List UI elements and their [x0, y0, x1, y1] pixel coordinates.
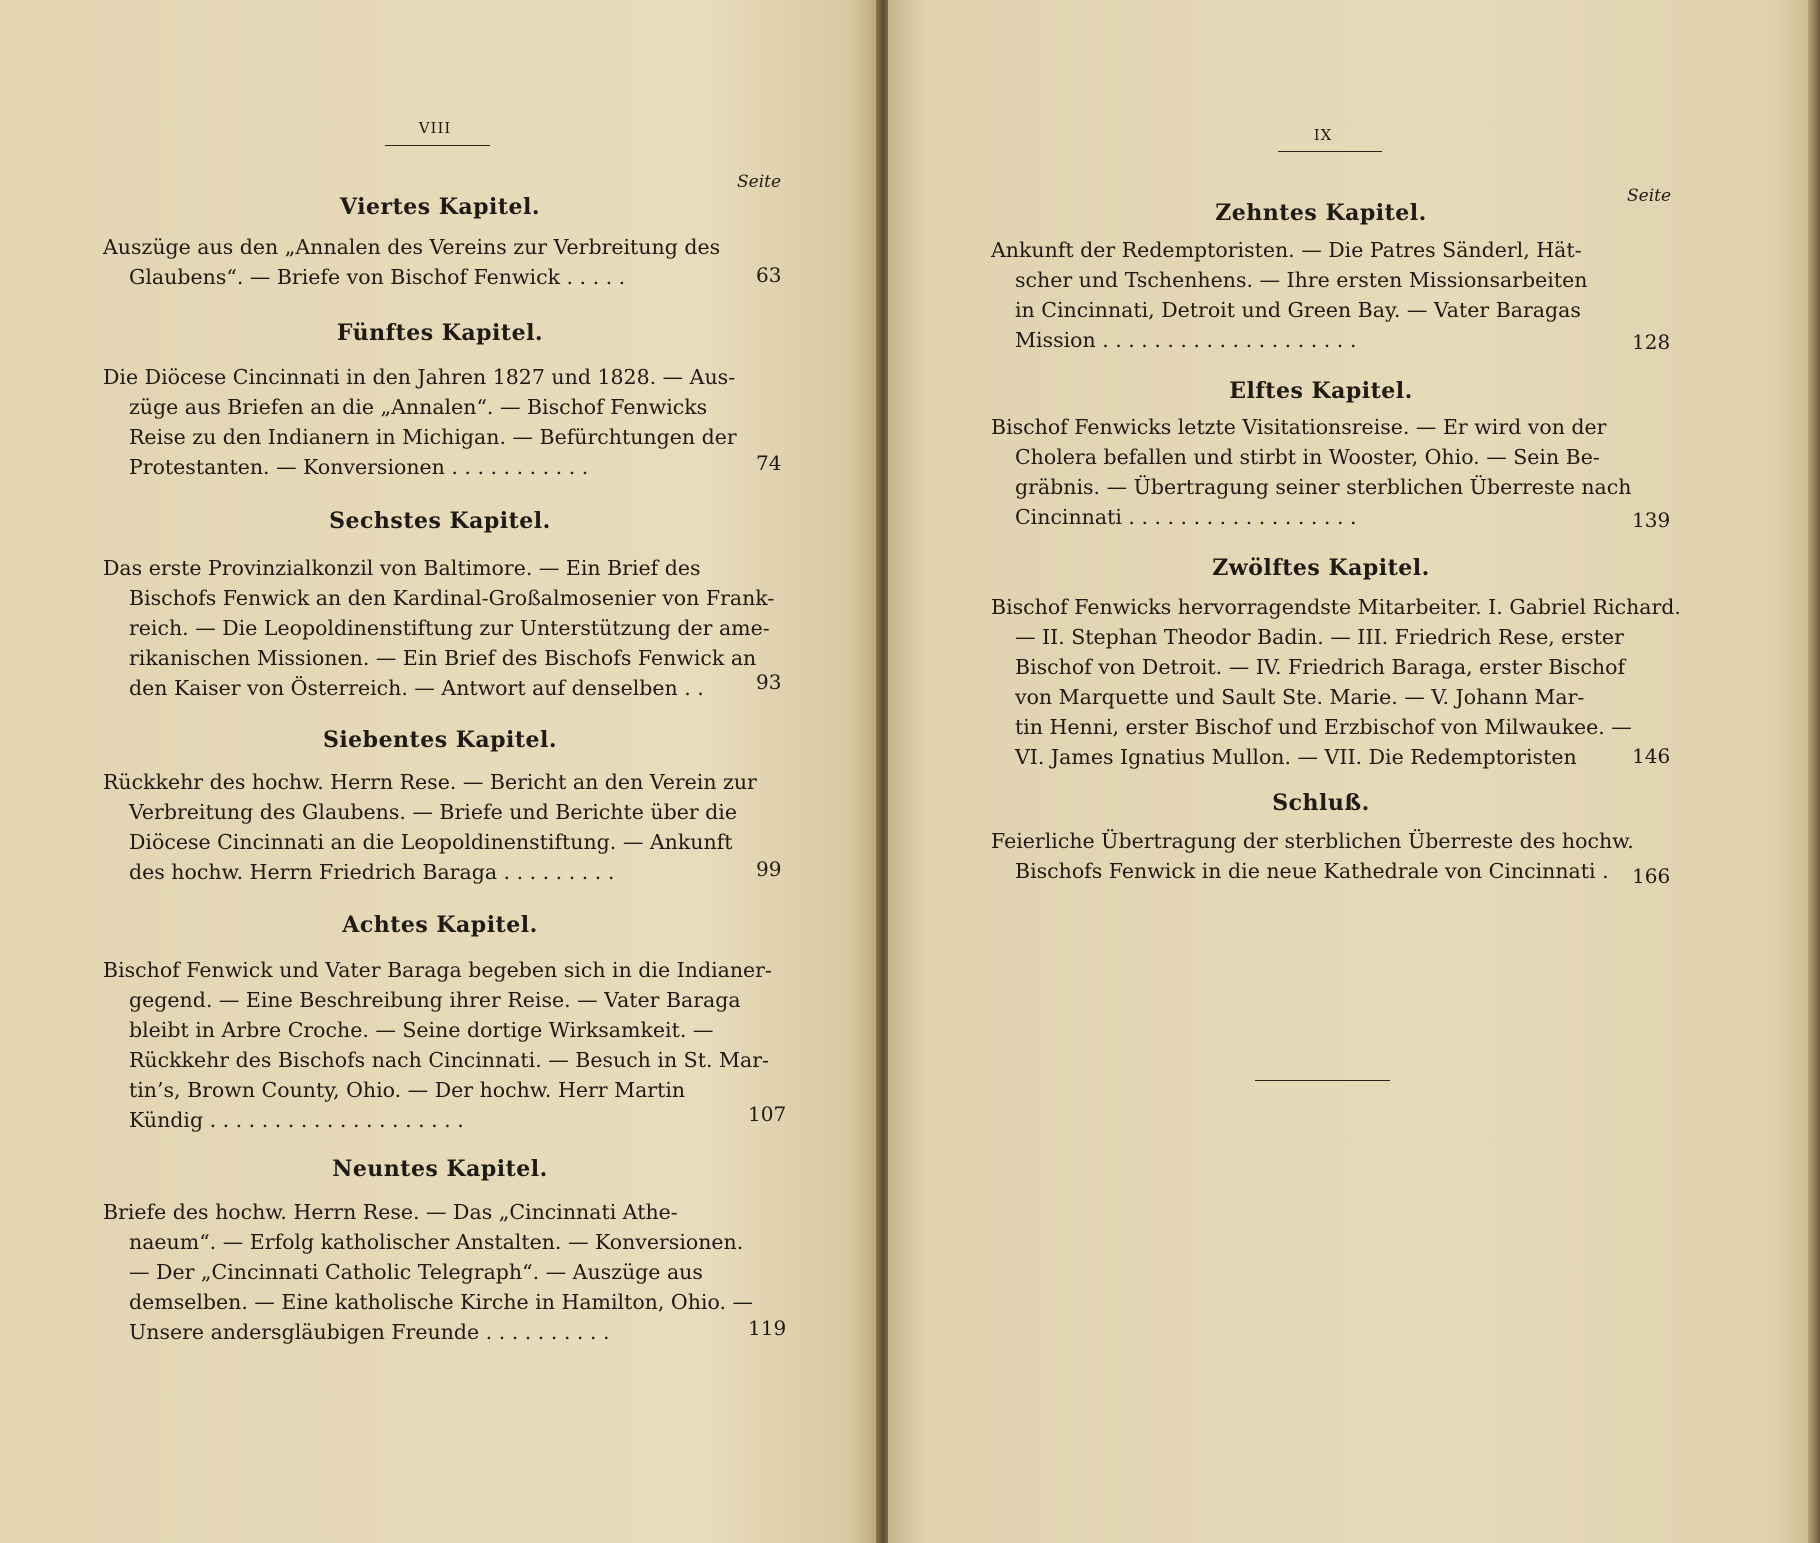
page-ref: 99 [756, 857, 782, 881]
entry-line: Feierliche Übertragung der sterblichen Überreste des hochw. [991, 829, 1634, 853]
entry-line: Rückkehr des hochw. Herrn Rese. — Bericht an den Verein zur [103, 770, 757, 794]
chapter-title: Achtes Kapitel. [342, 912, 538, 938]
entry-line: tin’s, Brown County, Ohio. — Der hochw. Herr Martin [129, 1078, 686, 1102]
entry-line: scher und Tschenhens. — Ihre ersten Missionsarbeiten [1015, 268, 1588, 292]
entry-line: gegend. — Eine Beschreibung ihrer Reise. — Vater Baraga [129, 988, 741, 1012]
chapter-title: Viertes Kapitel. [339, 194, 541, 220]
entry-line: des hochw. Herrn Friedrich Baraga . . . . . . . . . [129, 860, 615, 884]
page-ref: 107 [748, 1102, 787, 1126]
entry-line: Ankunft der Redemptoristen. — Die Patres Sänderl, Hät- [991, 238, 1582, 262]
page-number-folio: IX [1313, 126, 1333, 144]
chapter-title: Sechstes Kapitel. [329, 508, 551, 534]
chapter-title: Schluß. [1272, 790, 1370, 816]
entry-line: Briefe des hochw. Herrn Rese. — Das „Cincinnati Athe- [103, 1200, 678, 1224]
seite-label: Seite [737, 172, 782, 192]
entry-line: Bischof Fenwick und Vater Baraga begeben sich in die Indianer- [103, 958, 772, 982]
entry-line: Die Diöcese Cincinnati in den Jahren 1827 und 1828. — Aus- [103, 365, 736, 389]
entry-line: Diöcese Cincinnati an die Leopoldinenstiftung. — Ankunft [129, 830, 733, 854]
chapter-title: Zehntes Kapitel. [1215, 200, 1427, 226]
page-ref: 146 [1632, 744, 1671, 768]
entry-line: — Der „Cincinnati Catholic Telegraph“. — Auszüge aus [129, 1260, 703, 1284]
entry-line: Verbreitung des Glaubens. — Briefe und Berichte über die [129, 800, 737, 824]
entry-line: — II. Stephan Theodor Badin. — III. Friedrich Rese, erster [1015, 625, 1624, 649]
entry-line: Kündig . . . . . . . . . . . . . . . . . . . . [129, 1108, 464, 1132]
right-page [888, 0, 1810, 1543]
entry-line: gräbnis. — Übertragung seiner sterblichen Überreste nach [1015, 475, 1632, 499]
entry-line: tin Henni, erster Bischof und Erzbischof von Milwaukee. — [1015, 715, 1632, 739]
entry-line: Unsere andersgläubigen Freunde . . . . . . . . . . [129, 1320, 610, 1344]
entry-line: Auszüge aus den „Annalen des Vereins zur Verbreitung des [103, 235, 721, 259]
entry-line: VI. James Ignatius Mullon. — VII. Die Redemptoristen [1015, 745, 1577, 769]
page-ref: 119 [748, 1316, 787, 1340]
entry-line: rikanischen Missionen. — Ein Brief des Bischofs Fenwick an [129, 646, 757, 670]
page-ref: 63 [756, 263, 782, 287]
entry-line: Bischofs Fenwick an den Kardinal-Großalmosenier von Frank- [129, 586, 775, 610]
entry-line: Mission . . . . . . . . . . . . . . . . . . . . [1015, 328, 1357, 352]
entry-line: naeum“. — Erfolg katholischer Anstalten. — Konversionen. [129, 1230, 744, 1254]
entry-line: züge aus Briefen an die „Annalen“. — Bischof Fenwicks [129, 395, 708, 419]
entry-line: in Cincinnati, Detroit und Green Bay. — Vater Baragas [1015, 298, 1581, 322]
entry-line: reich. — Die Leopoldinenstiftung zur Unterstützung der ame- [129, 616, 770, 640]
entry-line: demselben. — Eine katholische Kirche in Hamilton, Ohio. — [129, 1290, 753, 1314]
entry-line: Das erste Provinzialkonzil von Baltimore. — Ein Brief des [103, 556, 701, 580]
entry-line: Bischof von Detroit. — IV. Friedrich Baraga, erster Bischof [1015, 655, 1626, 679]
entry-line: Cholera befallen und stirbt in Wooster, Ohio. — Sein Be- [1015, 445, 1600, 469]
end-rule [1255, 1080, 1390, 1081]
page-ref: 93 [756, 670, 782, 694]
page-ref: 74 [756, 451, 782, 475]
book-edge [1808, 0, 1820, 1543]
entry-line: Bischof Fenwicks hervorragendste Mitarbeiter. I. Gabriel Richard. [991, 595, 1681, 619]
entry-line: Reise zu den Indianern in Michigan. — Befürchtungen der [129, 425, 737, 449]
entry-line: von Marquette und Sault Ste. Marie. — V. Johann Mar- [1015, 685, 1585, 709]
chapter-title: Neuntes Kapitel. [332, 1156, 548, 1182]
seite-label: Seite [1627, 186, 1672, 206]
entry-line: Glaubens“. — Briefe von Bischof Fenwick . . . . . [129, 265, 626, 289]
left-page [0, 0, 878, 1543]
entry-line: Bischofs Fenwick in die neue Kathedrale von Cincinnati . [1015, 859, 1609, 883]
chapter-title: Zwölftes Kapitel. [1212, 555, 1430, 581]
page-ref: 139 [1632, 508, 1671, 532]
folio-rule [1278, 151, 1382, 152]
page-number-folio: VIII [418, 119, 452, 137]
entry-line: Cincinnati . . . . . . . . . . . . . . . . . . [1015, 505, 1357, 529]
chapter-title: Fünftes Kapitel. [336, 320, 544, 346]
page-ref: 128 [1632, 330, 1671, 354]
entry-line: Bischof Fenwicks letzte Visitationsreise. — Er wird von der [991, 415, 1607, 439]
chapter-title: Elftes Kapitel. [1229, 378, 1413, 404]
entry-line: Protestanten. — Konversionen . . . . . . . . . . . [129, 455, 589, 479]
page-ref: 166 [1632, 864, 1671, 888]
entry-line: bleibt in Arbre Croche. — Seine dortige Wirksamkeit. — [129, 1018, 714, 1042]
entry-line: den Kaiser von Österreich. — Antwort auf denselben . . [129, 676, 704, 700]
folio-rule [385, 145, 490, 146]
chapter-title: Siebentes Kapitel. [322, 727, 558, 753]
entry-line: Rückkehr des Bischofs nach Cincinnati. — Besuch in St. Mar- [129, 1048, 769, 1072]
